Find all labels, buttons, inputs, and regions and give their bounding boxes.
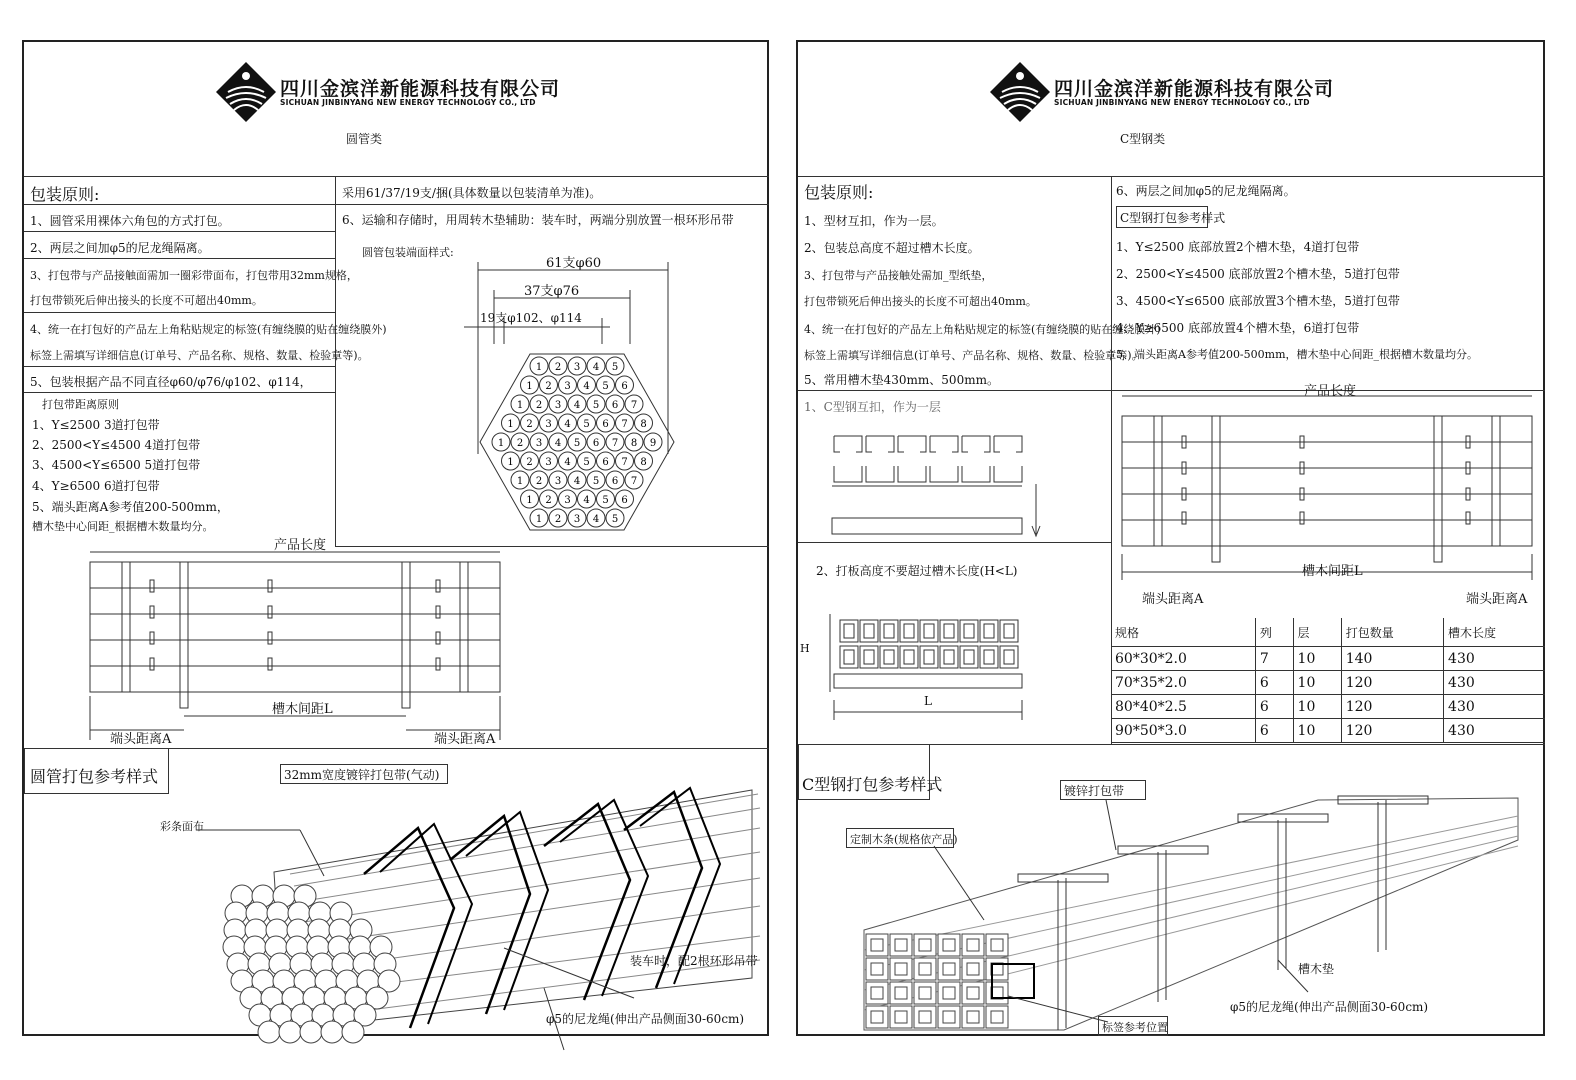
company-logo-icon	[988, 60, 1052, 124]
pipe-number: 4	[583, 495, 590, 506]
pipe-number: 7	[630, 476, 638, 487]
c-channel-bottom	[994, 466, 1022, 482]
pipe-number: 3	[573, 362, 581, 373]
pipe-number: 7	[621, 419, 628, 430]
table-cell: 120	[1341, 719, 1443, 743]
c-channel-top	[866, 436, 894, 452]
product-length-label: 产品长度	[1304, 384, 1357, 399]
c-channel-bottom	[962, 466, 990, 482]
pipe-number: 4	[573, 476, 581, 487]
c-channel-end	[866, 934, 888, 956]
strap-rule: 2、2500<Y≤4500 底部放置2个槽木垫，5道打包带	[1116, 267, 1400, 281]
pipe-number: 4	[564, 419, 571, 430]
divider	[24, 366, 335, 367]
pipe-number: 3	[554, 400, 562, 411]
c-channel-end	[986, 934, 1008, 956]
c-channel	[960, 646, 978, 668]
c-steel-bundle-drawing	[858, 760, 1518, 1030]
stack-height-drawing	[810, 610, 1020, 730]
c-channel-inner	[924, 650, 934, 664]
c-channel	[940, 620, 958, 642]
company-name-en: SICHUAN JINBINYANG NEW ENERGY TECHNOLOGY CO., LTD	[1054, 98, 1310, 107]
c-channel-inner	[904, 650, 914, 664]
pipe-number: 3	[535, 438, 543, 449]
rule-line: 3、打包带与产品接触处需加_型纸垫，	[804, 269, 993, 282]
rule-line: 1、型材互扣，作为一层。	[804, 214, 944, 228]
c-channel	[840, 620, 858, 642]
category-title: 圆管类	[346, 132, 383, 146]
c-channel-end	[890, 982, 912, 1004]
c-steel-sheet	[796, 40, 1545, 1036]
divider	[24, 312, 335, 313]
pipe-number: 2	[545, 495, 552, 506]
rule-line: 打包带锁死后伸出接头的长度不可超出40mm。	[30, 294, 263, 307]
pipe-number: 5	[592, 476, 600, 487]
c-channel-bottom	[930, 466, 958, 482]
c-channel-inner	[984, 650, 994, 664]
table-cell: 6	[1255, 719, 1293, 743]
c-channel-end	[962, 934, 984, 956]
c-channel	[980, 620, 998, 642]
c-channel-inner	[844, 650, 854, 664]
rule-line: 5、包装根据产品不同直径φ60/φ76/φ102、φ114，	[30, 375, 312, 389]
c-channel-end	[866, 982, 888, 1004]
pipe-number: 1	[535, 514, 543, 525]
leader-line	[934, 846, 984, 920]
c-channel-top	[834, 436, 862, 452]
note2: 2、打板高度不要超过槽木长度(H<L)	[816, 564, 1018, 578]
c-channel-end	[890, 1006, 912, 1028]
pipe-end	[258, 1021, 280, 1043]
table-row	[1111, 671, 1545, 695]
c-channel-end	[938, 982, 960, 1004]
spec-table	[1111, 618, 1545, 743]
rule-line: 3、打包带与产品接触面需加一圈彩带面布，打包带用32mm规格，	[30, 269, 358, 282]
pipe-number: 5	[611, 362, 619, 373]
pipe-number: 4	[554, 438, 562, 449]
c-channel-inner	[964, 624, 974, 638]
pipe-number: 9	[649, 438, 657, 449]
c-channel-end	[938, 1006, 960, 1028]
pipe-number: 3	[564, 381, 571, 392]
steel-strap	[1378, 800, 1386, 952]
table-cell: 10	[1293, 671, 1341, 695]
ref-title: 圆管打包参考样式	[30, 767, 159, 786]
pipe-number: 7	[630, 400, 638, 411]
pipe-number: 7	[621, 457, 628, 468]
company-name-cn: 四川金滨洋新能源科技有限公司	[280, 78, 561, 100]
c-channel	[880, 620, 898, 642]
table-header-cell: 打包数量	[1341, 618, 1443, 647]
pipe-number: 1	[497, 438, 505, 449]
ref-title: C型钢打包参考样式	[802, 775, 943, 794]
c-channel-end	[938, 934, 960, 956]
c-channel	[860, 646, 878, 668]
c-channel	[960, 620, 978, 642]
table-header-cell: 规格	[1111, 618, 1255, 647]
dim-19: 19支φ102、φ114	[480, 311, 582, 325]
end-distance-a: 端头距离A	[110, 732, 172, 747]
strap-rule: 5、端头距离A参考值200-500mm，	[32, 500, 229, 514]
pipe-number: 1	[516, 476, 524, 487]
pipe-number: 4	[592, 362, 600, 373]
pipe-number: 6	[621, 381, 628, 392]
round-pipe-bundle-drawing	[204, 768, 764, 1038]
rule-line: 4、统一在打包好的产品左上角粘贴规定的标签(有缠绕膜的贴在缠绕膜外)	[804, 323, 1161, 336]
callout-label: 标签参考位置	[1102, 1021, 1168, 1034]
pipe-number: 6	[602, 457, 609, 468]
ref-label: C型钢打包参考样式	[1120, 211, 1226, 225]
c-channel-end	[962, 982, 984, 1004]
c-channel-end	[914, 982, 936, 1004]
right-rule-line: 采用61/37/19支/捆(具体数量以包装清单为准)。	[342, 186, 602, 200]
c-channel	[840, 646, 858, 668]
c-channel-end	[890, 934, 912, 956]
pipe-number: 8	[640, 419, 647, 430]
callout-cloth: 彩条面布	[160, 820, 204, 833]
pipe-number: 1	[507, 457, 514, 468]
c-channel-bottom	[834, 466, 862, 482]
pipe-number: 4	[564, 457, 571, 468]
pipe-end	[342, 1021, 364, 1043]
rule-line: 2、两层之间加φ5的尼龙绳隔离。	[30, 241, 210, 255]
c-channel-end	[986, 958, 1008, 980]
pipe-number: 8	[640, 457, 647, 468]
wood-strip	[1018, 874, 1108, 882]
c-channel-end	[914, 1006, 936, 1028]
pipe-number: 1	[516, 400, 524, 411]
pipe-number: 8	[630, 438, 638, 449]
callout-sling: 装车时，配2根环形吊带	[630, 954, 758, 968]
callout-wood: 定制木条(规格依产品)	[850, 833, 958, 846]
pipe-number: 1	[526, 381, 533, 392]
c-channel	[880, 646, 898, 668]
c-channel-inner	[864, 650, 874, 664]
c-channel-end	[986, 982, 1008, 1004]
pipe-number: 2	[526, 419, 533, 430]
table-cell: 10	[1293, 719, 1341, 743]
pipe-number: 2	[545, 381, 552, 392]
strap-rule: 5、端头距离A参考值200-500mm，槽木垫中心间距_根据槽木数量均分。	[1116, 348, 1479, 361]
company-name-cn: 四川金滨洋新能源科技有限公司	[1054, 78, 1335, 100]
c-channel-bottom	[866, 466, 894, 482]
pipe-number: 2	[554, 362, 562, 373]
c-channel-inner	[904, 624, 914, 638]
pipe-end	[321, 1021, 343, 1043]
c-channel-top	[930, 436, 958, 452]
wood-pad	[834, 674, 1022, 688]
pipe-number: 6	[611, 476, 619, 487]
callout-strap: 32mm宽度镀锌打包带(气动)	[284, 768, 440, 782]
c-channel-end	[866, 958, 888, 980]
c-channel-top	[962, 436, 990, 452]
c-channel	[1000, 620, 1018, 642]
c-channel	[920, 620, 938, 642]
c-channel-inner	[884, 624, 894, 638]
pipe-number: 3	[573, 514, 581, 525]
table-row	[1111, 719, 1545, 743]
principles-title: 包装原则:	[804, 183, 874, 202]
c-channel-top	[994, 436, 1022, 452]
pipe-number: 5	[573, 438, 581, 449]
c-channel-inner	[884, 650, 894, 664]
table-cell: 120	[1341, 695, 1443, 719]
c-channel-end	[914, 934, 936, 956]
strap-rule: 2、2500<Y≤4500 4道打包带	[32, 438, 201, 452]
table-cell: 430	[1444, 671, 1545, 695]
dim-l: L	[924, 694, 932, 708]
pipe-end	[300, 1021, 322, 1043]
c-channel	[860, 620, 878, 642]
pipe-number: 1	[535, 362, 543, 373]
strap-rule: 4、Y≥6500 底部放置4个槽木垫，6道打包带	[1116, 321, 1360, 335]
pipe-number: 5	[602, 495, 609, 506]
end-distance-a: 端头距离A	[1466, 592, 1528, 607]
c-channel	[920, 646, 938, 668]
pipe-number: 4	[592, 514, 600, 525]
divider	[24, 392, 335, 393]
table-header-row	[1111, 618, 1545, 647]
rule-line: 标签上需填写详细信息(订单号、产品名称、规格、数量、检验章等)。	[30, 349, 369, 362]
pipe-end	[279, 1021, 301, 1043]
table-cell: 10	[1293, 695, 1341, 719]
pipe-number: 6	[611, 400, 619, 411]
steel-strap	[1278, 818, 1286, 970]
c-channel-top	[898, 436, 926, 452]
c-channel-bottom	[898, 466, 926, 482]
c-channel	[900, 620, 918, 642]
steel-strap	[1158, 850, 1166, 1002]
end-face-title: 圆管包装端面样式:	[362, 246, 454, 259]
table-row	[1111, 647, 1545, 671]
table-cell: 7	[1255, 647, 1293, 671]
pipe-number: 4	[573, 400, 581, 411]
c-channel-interlock-drawing	[828, 422, 1058, 552]
dim-h: H	[800, 642, 810, 655]
callout-rope: φ5的尼龙绳(伸出产品侧面30-60cm)	[1230, 1000, 1429, 1014]
c-channel-inner	[944, 650, 954, 664]
rule-line: 5、常用槽木垫430mm、500mm。	[804, 373, 999, 387]
callout-pad: 槽木垫	[1298, 962, 1335, 976]
c-channel-end	[914, 958, 936, 980]
pipe-number: 5	[592, 400, 600, 411]
pipe-number: 5	[583, 457, 590, 468]
table-cell: 430	[1444, 695, 1545, 719]
callout-strap: 镀锌打包带	[1064, 784, 1125, 798]
pipe-number: 5	[602, 381, 609, 392]
pipe-number: 2	[516, 438, 524, 449]
table-cell: 120	[1341, 671, 1443, 695]
principles-title: 包装原则:	[30, 185, 100, 204]
strap-rule: 槽木垫中心间距_根据槽木数量均分。	[32, 520, 214, 533]
pipe-number: 5	[611, 514, 619, 525]
category-title: C型钢类	[1120, 132, 1166, 146]
c-channel-inner	[1004, 650, 1014, 664]
dim-37: 37支φ76	[524, 284, 580, 299]
product-length-label: 产品长度	[274, 538, 327, 553]
wood-strip	[1238, 814, 1328, 822]
dim-61: 61支φ60	[546, 256, 602, 271]
leader-line	[1106, 800, 1116, 850]
pipe-number: 2	[535, 476, 543, 487]
divider	[24, 231, 335, 232]
strap-rule: 1、Y≤2500 底部放置2个槽木垫，4道打包带	[1116, 240, 1360, 254]
hexagon-pipe-bundle	[472, 352, 682, 532]
note1: 1、C型钢互扣，作为一层	[804, 400, 941, 414]
c-channel-end	[938, 958, 960, 980]
table-cell: 6	[1255, 671, 1293, 695]
pipe-number: 4	[583, 381, 590, 392]
callout-rope: φ5的尼龙绳(伸出产品侧面30-60cm)	[546, 1012, 745, 1026]
divider	[798, 176, 1545, 177]
c-channel	[900, 646, 918, 668]
table-row	[1111, 695, 1545, 719]
pipe-number: 3	[554, 476, 562, 487]
c-channel-end	[866, 1006, 888, 1028]
pipe-number: 2	[526, 457, 533, 468]
end-distance-a: 端头距离A	[1142, 592, 1204, 607]
table-header-cell: 列	[1255, 618, 1293, 647]
end-distance-a: 端头距离A	[434, 732, 496, 747]
c-channel-inner	[1004, 624, 1014, 638]
pipe-number: 6	[602, 419, 609, 430]
round-pipe-sheet	[22, 40, 769, 1036]
c-channel-end	[890, 958, 912, 980]
strap-rule: 3、4500<Y≤6500 底部放置3个槽木垫，5道打包带	[1116, 294, 1400, 308]
c-channel	[1000, 646, 1018, 668]
pipe-number: 3	[545, 419, 552, 430]
rule-line: 打包带锁死后伸出接头的长度不可超出40mm。	[804, 295, 1037, 308]
rule-line: 1、圆管采用裸体六角包的方式打包。	[30, 214, 230, 228]
table-cell: 140	[1341, 647, 1443, 671]
table-cell: 60*30*2.0	[1111, 647, 1255, 671]
table-cell: 6	[1255, 695, 1293, 719]
divider	[24, 258, 335, 259]
rule-line: 4、统一在打包好的产品左上角粘贴规定的标签(有缠绕膜的贴在缠绕膜外)	[30, 323, 387, 336]
wood-strip	[1118, 846, 1208, 854]
spacing-label: 槽木间距L	[272, 702, 333, 717]
strap-rule: 3、4500<Y≤6500 5道打包带	[32, 458, 201, 472]
table-header-cell: 层	[1293, 618, 1341, 647]
c-channel-inner	[964, 650, 974, 664]
rule6: 6、两层之间加φ5的尼龙绳隔离。	[1116, 184, 1296, 198]
table-cell: 70*35*2.0	[1111, 671, 1255, 695]
pipe-number: 3	[564, 495, 571, 506]
divider	[24, 204, 769, 205]
pipe-number: 2	[535, 400, 543, 411]
pipe-number: 7	[611, 438, 619, 449]
c-channel-inner	[944, 624, 954, 638]
table-cell: 430	[1444, 647, 1545, 671]
company-logo-icon	[214, 60, 278, 124]
pipe-number: 2	[554, 514, 562, 525]
rule-line: 标签上需填写详细信息(订单号、产品名称、规格、数量、检验章等)。	[804, 349, 1143, 362]
pipe-number: 1	[526, 495, 533, 506]
c-channel-end	[962, 958, 984, 980]
strap-rule: 4、Y≥6500 6道打包带	[32, 479, 160, 493]
c-channel-end	[962, 1006, 984, 1028]
wood-pad	[832, 518, 1022, 534]
c-channel-inner	[844, 624, 854, 638]
c-channel-inner	[924, 624, 934, 638]
right-rule-line: 6、运输和存储时，用周转木垫辅助：装车时，两端分别放置一根环形吊带	[342, 213, 734, 227]
pipe-number: 1	[507, 419, 514, 430]
c-channel	[980, 646, 998, 668]
pipe-number: 3	[545, 457, 552, 468]
table-cell: 90*50*3.0	[1111, 719, 1255, 743]
c-channel	[940, 646, 958, 668]
c-channel-end	[986, 1006, 1008, 1028]
table-header-cell: 槽木长度	[1444, 618, 1545, 647]
divider	[798, 390, 1545, 391]
c-channel-inner	[984, 624, 994, 638]
pipe-number: 6	[592, 438, 600, 449]
table-cell: 10	[1293, 647, 1341, 671]
pipe-number: 5	[583, 419, 590, 430]
divider	[24, 176, 769, 177]
steel-strap	[1058, 878, 1066, 1030]
c-channel-inner	[864, 624, 874, 638]
rule-line: 2、包装总高度不超过槽木长度。	[804, 241, 980, 255]
spacing-label: 槽木间距L	[1302, 564, 1363, 579]
company-name-en: SICHUAN JINBINYANG NEW ENERGY TECHNOLOGY CO., LTD	[280, 98, 536, 107]
table-cell: 430	[1444, 719, 1545, 743]
table-cell: 80*40*2.5	[1111, 695, 1255, 719]
pipe-number: 6	[621, 495, 628, 506]
strap-rule: 1、Y≤2500 3道打包带	[32, 418, 160, 432]
strap-title: 打包带距离原则	[42, 398, 119, 411]
